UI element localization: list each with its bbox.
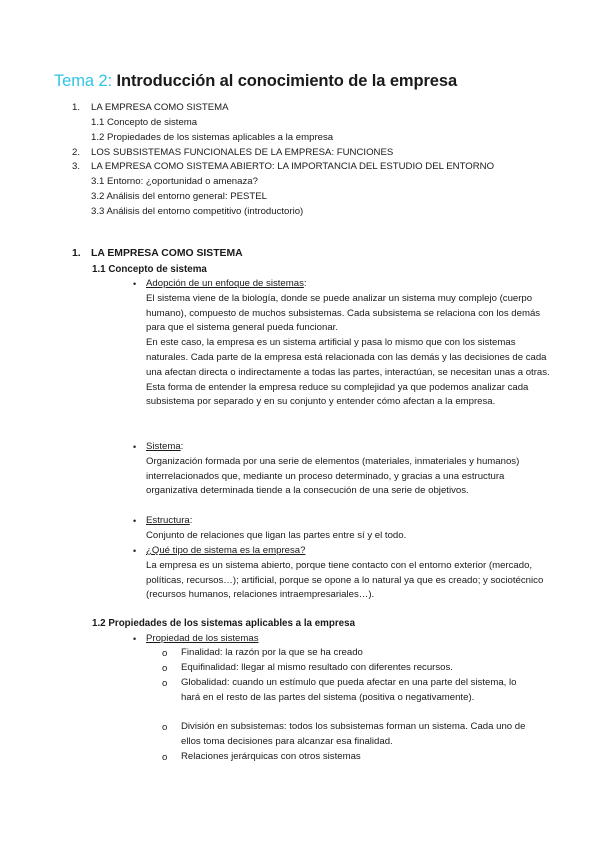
toc-item-1-2: 1.2 Propiedades de los sistemas aplicables a la empresa [91,132,334,143]
sub-bullet-marker: o [162,663,168,674]
section-number: 1. [72,248,81,259]
prop-division: División en subsistemas: todos los subsistemas forman un sistema. Cada uno de ellos toma decisiones para alcanzar esa finalidad. [181,721,526,747]
bullet-propiedad-label: Propiedad de los sistemas [146,633,259,644]
bullet-estructura-colon: : [189,515,193,526]
prop-equifinalidad: Equifinalidad: llegar al mismo resultado con diferentes recursos. [181,662,453,673]
bullet-estructura-label: Estructura [146,515,190,526]
subsection-1-2-title: 1.2 Propiedades de los sistemas aplicables a la empresa [92,618,356,629]
toc-item-2: LOS SUBSISTEMAS FUNCIONALES DE LA EMPRESA: FUNCIONES [91,147,394,158]
toc-item-3-3: 3.3 Análisis del entorno competitivo (introductorio) [91,206,304,217]
bullet-adopcion-paragraph-2: En este caso, la empresa es un sistema artificial y pasa lo mismo que con los sistemas naturales. Cada parte de la empresa está relacionada con las demás y las decisiones de cada una afectan directa o indirectamente a todas las partes, interactúan, se necesitan unas a otras. [146,337,550,378]
prop-globalidad: Globalidad: cuando un estímulo que pueda afectar en una parte del sistema, lo hará en el resto de las partes del sistema (positiva o negativamente). [181,677,517,703]
bullet-marker: • [133,516,137,526]
bullet-adopcion [146,277,556,410]
sub-bullet-marker: o [162,678,168,689]
bullet-adopcion-paragraph-1: El sistema viene de la biología, donde se puede analizar un sistema muy complejo (cuerpo humano), compuesto de muchos subsistemas. Cada subsistema se relaciona con los demás para que el sistema general pueda funcionar. [146,292,541,334]
bullet-sistema [146,440,556,499]
bullet-adopcion-paragraph-3: Esta forma de entender la empresa reduce su complejidad ya que podemos analizar cada subsistema por separado y en su conjunto y entender cómo afectan a la empresa. [146,381,529,408]
bullet-marker: • [133,634,137,644]
bullet-tipo-sistema [146,544,556,603]
bullet-adopcion-colon: : [303,278,307,289]
toc-item-3-2: 3.2 Análisis del entorno general: PESTEL [91,191,267,202]
subsection-1-1-title: 1.1 Concepto de sistema [92,264,207,275]
toc-item-1: LA EMPRESA COMO SISTEMA [91,102,229,113]
bullet-marker: • [133,546,137,556]
page-title [54,72,457,91]
sub-bullet-marker: o [162,752,168,763]
section-title: LA EMPRESA COMO SISTEMA [91,248,243,259]
bullet-marker: • [133,442,137,452]
bullet-tipo-sistema-label: ¿Qué tipo de sistema es la empresa? [146,545,306,556]
toc-number-1: 1. [72,102,81,113]
bullet-estructura-paragraph: Conjunto de relaciones que ligan las partes entre sí y el todo. [146,529,407,541]
toc-number-3: 3. [72,161,81,172]
sub-bullet-marker: o [162,722,168,733]
bullet-sistema-label: Sistema [146,441,181,452]
toc-item-3: LA EMPRESA COMO SISTEMA ABIERTO: LA IMPORTANCIA DEL ESTUDIO DEL ENTORNO [91,161,495,172]
prop-finalidad: Finalidad: la razón por la que se ha creado [181,647,363,658]
bullet-tipo-sistema-paragraph: La empresa es un sistema abierto, porque tiene contacto con el entorno exterior (mercado, políticas, recursos…); artificial, porque se opone a lo natural ya que es creado; y sociotécnico (recursos humanos, relaciones intraempresariales…). [146,559,544,601]
bullet-adopcion-label: Adopción de un enfoque de sistemas [146,278,304,289]
title-text: Introducción al conocimiento de la empresa [116,72,458,90]
toc-number-2: 2. [72,147,81,158]
prop-relaciones: Relaciones jerárquicas con otros sistemas [181,751,361,762]
bullet-sistema-paragraph: Organización formada por una serie de elementos (materiales, inmateriales y humanos) interrelacionados que, mediante un proceso determinado, y gracias a una estructura organizativa determinada tiende a la consecución de una serie de objetivos. [146,455,520,497]
toc-item-1-1: 1.1 Concepto de sistema [91,117,198,128]
bullet-estructura [146,514,556,544]
bullet-marker: • [133,279,137,289]
tema-label: Tema 2: [54,72,112,90]
sub-bullet-marker: o [162,648,168,659]
bullet-sistema-colon: : [180,441,184,452]
toc-item-3-1: 3.1 Entorno: ¿oportunidad o amenaza? [91,176,258,187]
